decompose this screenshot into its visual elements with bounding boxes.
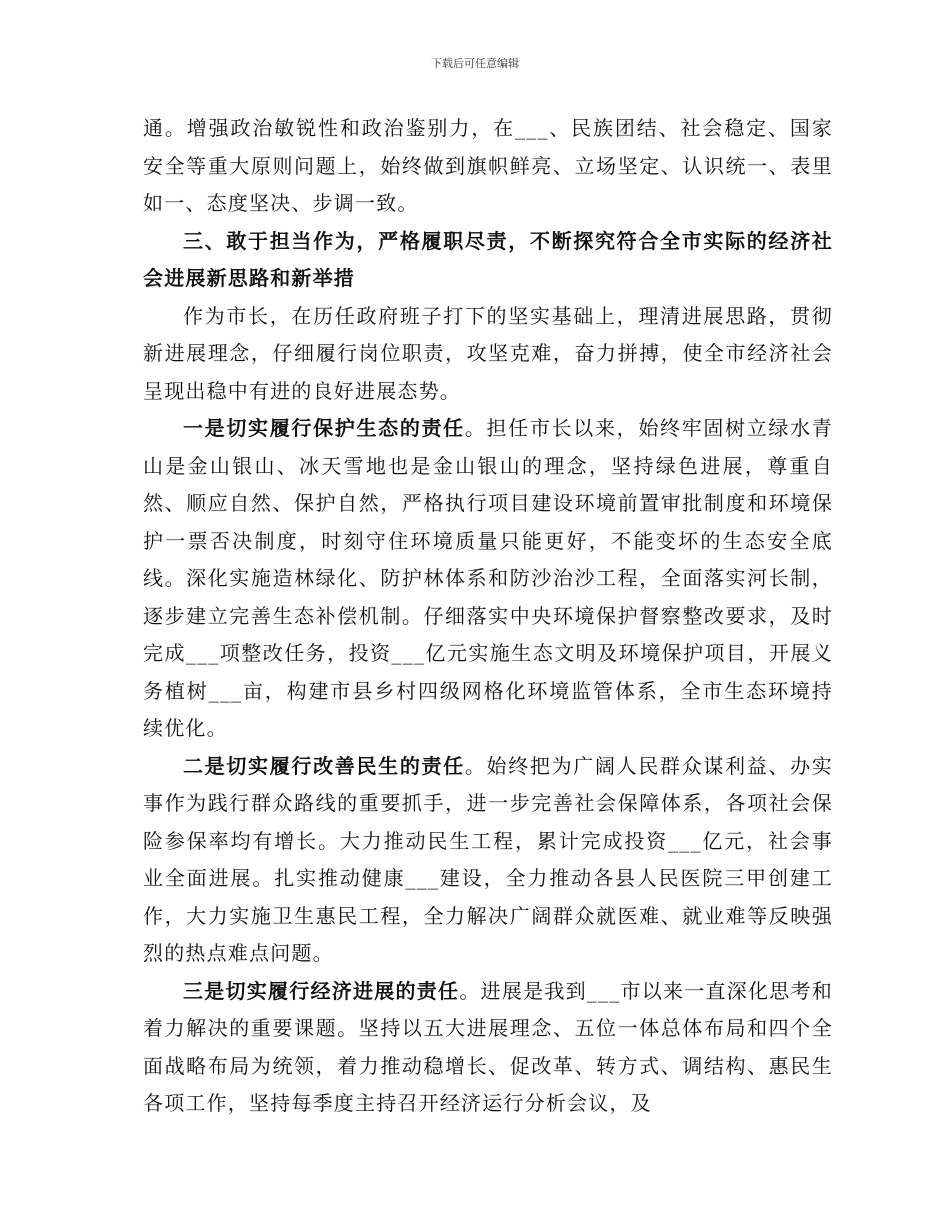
paragraph-livelihood bbox=[143, 748, 833, 973]
paragraph-livelihood-text: 。始终把为广阔人民群众谋利益、办实事作为践行群众路线的重要抓手，进一步完善社会保障体系，各项社会保险参保率均有增长。大力推动民生工程，累计完成投资___亿元，社会事业全面进展。扎实推动健康___建设，全力推动各县人民医院三甲创建工作，大力实施卫生惠民工程，全力解决广阔群众就医难、就业难等反映强烈的热点难点问题。 bbox=[143, 753, 833, 965]
paragraph-economy bbox=[143, 973, 833, 1123]
paragraph-ecology-text: 。担任市长以来，始终牢固树立绿水青山是金山银山、冰天雪地也是金山银山的理念，坚持绿色进展，尊重自然、顺应自然、保护自然，严格执行项目建设环境前置审批制度和环境保护一票否决制度，时刻守住环境质量只能更好，不能变坏的生态安全底线。深化实施造林绿化、防护林体系和防沙治沙工程，全面落实河长制，逐步建立完善生态补偿机制。仔细落实中央环境保护督察整改要求，及时完成___项整改任务，投资___亿元实施生态文明及环境保护项目，开展义务植树___亩，构建市县乡村四级网格化环境监管体系，全市生态环境持续优化。 bbox=[143, 416, 833, 740]
paragraph-continuation: 通。增强政治敏锐性和政治鉴别力，在___、民族团结、社会稳定、国家安全等重大原则问题上，始终做到旗帜鲜亮、立场坚定、认识统一、表里如一、态度坚决、步调一致。 bbox=[143, 116, 833, 215]
lead-phrase-economy: 三是切实履行经济进展的责任 bbox=[183, 978, 460, 1003]
lead-phrase-livelihood: 二是切实履行改善民生的责任 bbox=[183, 753, 465, 778]
lead-phrase-ecology: 一是切实履行保护生态的责任 bbox=[183, 416, 465, 440]
section-heading: 三、敢于担当作为，严格履职尽责，不断探究符合全市实际的经济社会进展新思路和新举措 bbox=[143, 228, 833, 290]
document-body bbox=[143, 110, 833, 1123]
paragraph-economy-text: 。进展是我到___市以来一直深化思考和着力解决的重要课题。坚持以五大进展理念、五位一体总体布局和四个全面战略布局为统领，着力推动稳增长、促改革、转方式、调结构、惠民生各项工作，坚持每季度主持召开经济运行分析会议，及 bbox=[143, 978, 833, 1115]
paragraph-intro: 作为市长，在历任政府班子打下的坚实基础上，理清进展思路，贯彻新进展理念，仔细履行岗位职责，攻坚克难，奋力拼搏，使全市经济社会呈现出稳中有进的良好进展态势。 bbox=[143, 303, 833, 403]
paragraph-ecology bbox=[143, 410, 833, 748]
page-header: 下载后可任意编辑 bbox=[431, 57, 519, 70]
